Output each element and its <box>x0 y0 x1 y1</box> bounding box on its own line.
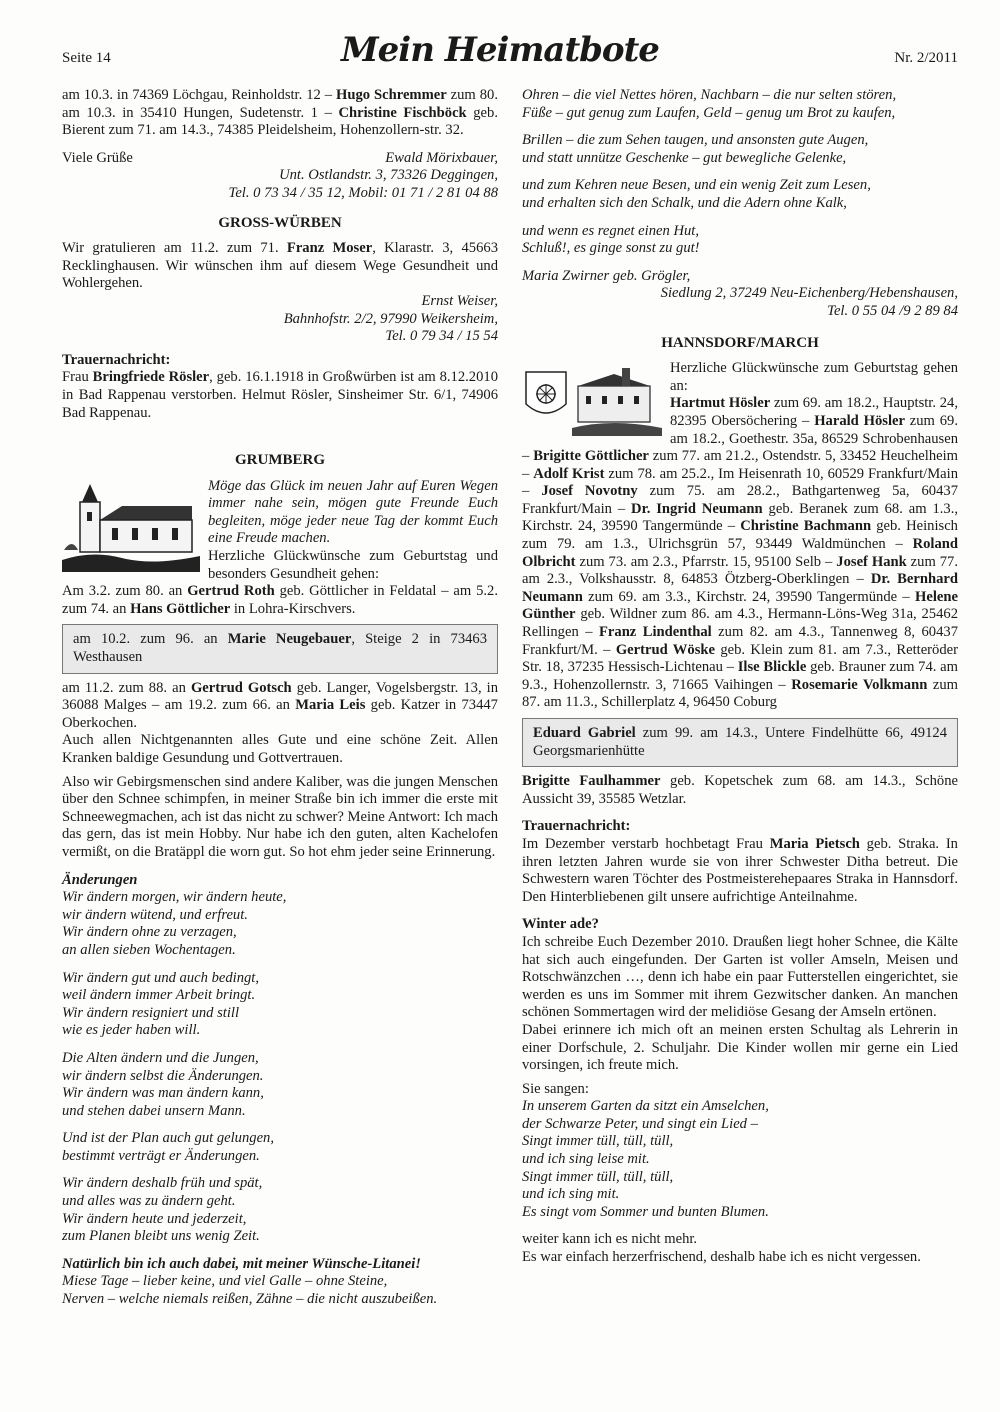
sender-address: Bahnhofstr. 2/2, 97990 Weikersheim, <box>283 310 498 327</box>
song-line: und ich sing leise mit. <box>522 1151 650 1168</box>
mourning-paragraph <box>522 836 958 906</box>
name: Franz Lindenthal <box>599 624 712 641</box>
name: Brigitte Göttlicher <box>533 448 649 465</box>
name: Ilse Blickle <box>737 659 807 676</box>
faulhammer-paragraph <box>522 773 958 808</box>
text: zum 75. am 28.2., Bathgartenweg 5a, 60437 Frankfurt/Main – <box>522 483 958 517</box>
poem-line: Ohren – die viel Nettes hören, Nachbarn – die nur selten stören, <box>522 87 897 103</box>
name: Bringfriede Rösler <box>92 369 210 386</box>
text: Im Dezember verstarb hochbetagt Frau <box>522 835 770 852</box>
name: Dr. Bernhard Neumann <box>522 571 958 605</box>
text: geb. Heinisch zum 79. am 1.3., Ulrichsgrün 57, 93449 Waldmünchen – <box>522 518 958 553</box>
name: Christine Fischböck <box>338 104 467 121</box>
sender-name: Ewald Mörixbauer, <box>385 149 498 166</box>
poem-line: Wir ändern gut und auch bedingt, <box>62 969 260 986</box>
poem-line: und stehen dabei unsern Mann. <box>62 1102 246 1119</box>
name: Harald Hösler <box>814 412 905 429</box>
mourning-paragraph <box>62 369 498 422</box>
highlight-box-right <box>522 718 958 767</box>
text: zum 77. am 2.3., Volkshausstr. 8, 64853 Ötzberg-Oberklingen – <box>522 553 958 588</box>
poem-line: wir ändern wütend, und erfreut. <box>62 906 248 923</box>
poem-line: und zum Kehren neue Besen, und ein wenig Zeit zum Lesen, <box>522 177 871 194</box>
winter-paragraph-2: Dabei erinnere ich mich oft an meinen ersten Schultag als Lehrerin in einer Dorfschule, 2. Schuljahr. Die Kinder wollen mir gerne ein Lied vorsingen, ich freute mich. <box>522 1021 958 1074</box>
mourning-label: Trauernachricht: <box>522 818 631 835</box>
song-lyrics <box>522 1098 958 1221</box>
hannsdorf-intro: Herzliche Glückwünsche zum Geburtstag gehen an: <box>670 360 958 394</box>
poem-line: und alles was zu ändern geht. <box>62 1193 236 1210</box>
text: geb. Klein zum 81. am 7.3., Retteröder Str. 18, 37235 Hessisch-Lichtenau – <box>522 641 958 676</box>
poem-line: Füße – gut genug zum Laufen, Geld – genug um Brot zu kaufen, <box>522 104 896 121</box>
text: , Steige 2 in 73463 Westhausen <box>73 631 488 666</box>
sender-phone: Tel. 0 55 04 /9 2 89 84 <box>827 302 958 319</box>
poem-line: Die Alten ändern und die Jungen, <box>62 1049 259 1066</box>
name: Rosemarie Volkmann <box>791 676 928 693</box>
name: Roland Olbricht <box>522 536 958 570</box>
poem-line: wie es jeder haben will. <box>62 1022 201 1039</box>
poem-line: wir ändern selbst die Änderungen. <box>62 1067 264 1084</box>
text: am 11.2. zum 88. an <box>62 679 191 696</box>
poem-stanza <box>62 1130 498 1165</box>
town-illustration <box>522 364 662 436</box>
song-line: Singt immer tüll, tüll, tüll, <box>522 1133 674 1150</box>
text: geb. Beranek zum 68. am 1.3., Kirchstr. 24, 39590 Tangermünde – <box>522 500 958 535</box>
song-label: Sie sangen: <box>522 1080 589 1097</box>
name: Maria Pietsch <box>769 835 860 852</box>
section-heading-grumberg: GRUMBERG <box>235 452 325 469</box>
poem-stanza <box>62 970 498 1040</box>
after-box-paragraph <box>62 680 498 733</box>
name: Gertrud Roth <box>187 583 275 600</box>
mourning-label: Trauernachricht: <box>62 351 171 368</box>
poem-stanza <box>522 177 958 212</box>
text: am 10.2. zum 96. an <box>73 631 228 648</box>
poem-line: Nerven – welche niemals reißen, Zähne – die nicht auszubeißen. <box>62 1291 438 1308</box>
text: zum 82. am 4.3., Tannenweg 8, 60437 Frankfurt/M. – <box>522 624 958 658</box>
text: , geb. 16.1.1918 in Großwürben ist am 8.12.2010 in Bad Rappenau verstorben. Helmut Rösler, Sinsheimer Str. 6/1, 74906 Bad Rappenau. <box>62 369 498 421</box>
song-line: und ich sing mit. <box>522 1186 620 1203</box>
winter-paragraph: Ich schreibe Euch Dezember 2010. Draußen liegt hoher Schnee, die Kälte hat sich auch eingefunden. Der Garten ist voller Amseln, Meisen und Rotschwänzchen …, denn ich habe ein paar Futterstellen eingerichtet, sie werden es uns im Sommer mit ihrem Gezwitscher danken. An manchen schönen Sommertagen wird der melidiöse Gesang der Amseln ertönen. <box>522 933 958 1021</box>
poem-stanza <box>522 223 958 258</box>
text: Frau <box>62 369 93 386</box>
story-paragraph: Also wir Gebirgsmenschen sind andere Kaliber, was die jungen Menschen über den Schnee schimpfen, in meiner Straße bin ich immer die erste mit Schneewegmachen, ach ist das nicht zu schwer? Meine Antwort: Ich mach das gern, das ist mein Hobby. Nur habe ich den guten, alten Kachelofen vermißt, on die Bratäppl die worn gut. So hot ehm jeder seine Erinnerung. <box>62 773 498 860</box>
text: zum 69. am 18.2., Hauptstr. 24, 82395 Obersöchering – <box>670 395 958 429</box>
text: zum 78. am 25.2., Im Heisenrath 10, 60529 Frankfurt/Main – <box>522 465 958 500</box>
grumberg-paragraph <box>62 583 498 618</box>
highlight-box <box>62 624 498 673</box>
page-number: Seite 14 <box>62 50 111 66</box>
masthead-title: Mein Heimatbote <box>341 30 659 70</box>
poem-line: Wir ändern heute und jederzeit, <box>62 1210 247 1227</box>
text: , Klarastr. 3, 45663 Recklinghausen. Wir wünschen ihm auf diesem Wege Gesundheit und Wohlergehen. <box>62 240 498 292</box>
text: Wir gratulieren am 11.2. zum 71. <box>62 240 287 257</box>
song-line: Singt immer tüll, tüll, tüll, <box>522 1168 674 1185</box>
intro-paragraph <box>62 87 498 140</box>
poem-line: an allen sieben Wochentagen. <box>62 941 236 958</box>
text: geb. Straka. In ihren letzten Jahren wurde sie von ihrer Schwester Ditha betreut. Die Schwestern waren Töchter des Postmeisterehepaares Straka in Hannsdorf. Den Hinterbliebenen gilt unsere aufrichtige Anteilnahme. <box>522 835 958 905</box>
text: geb. Bierent zum 71. am 14.3., 74385 Pleidelsheim, Hohenzollern-str. 32. <box>62 104 498 139</box>
name: Dr. Ingrid Neumann <box>631 500 763 517</box>
poem-line: Wir ändern was man ändern kann, <box>62 1085 264 1102</box>
name: Franz Moser <box>286 240 373 257</box>
litany-continued <box>522 87 958 258</box>
winter-title: Winter ade? <box>522 916 599 933</box>
poem-line: weil ändern immer Arbeit bringt. <box>62 987 256 1004</box>
section-heading-hannsdorf: HANNSDORF/MARCH <box>661 334 819 351</box>
sender-name: Ernst Weiser, <box>421 292 498 309</box>
song-line: Es singt vom Sommer und bunten Blumen. <box>522 1203 769 1220</box>
text: am 10.3. in 74369 Löchgau, Reinholdstr. 12 – <box>62 87 333 103</box>
wishes-paragraph: Auch allen Nichtgenannten alles Gute und eine schöne Zeit. Allen Kranken baldige Gesundung und Gottvertrauen. <box>62 732 498 766</box>
sender-address: Unt. Ostlandstr. 3, 73326 Deggingen, <box>279 167 498 184</box>
sender-address: Siedlung 2, 37249 Neu-Eichenberg/Hebenshausen, <box>660 285 958 302</box>
greeting: Viele Grüße <box>62 149 133 166</box>
name: Hans Göttlicher <box>130 600 231 617</box>
gross-paragraph <box>62 240 498 293</box>
congrats-text: Herzliche Glückwünsche zum Geburtstag und besonders Gesundheit gehen: <box>208 548 498 582</box>
song-line: der Schwarze Peter, und singt ein Lied – <box>522 1115 758 1132</box>
name: Josef Novotny <box>541 483 638 500</box>
text: zum 77. am 21.2., Ostendstr. 5, 33452 Heuchelheim – <box>522 448 959 482</box>
text: zum 69. am 18.2., Goethestr. 35a, 86529 Schrobenhausen – <box>522 412 958 465</box>
text: zum 80. am 10.3. in 35410 Hungen, Sudetenstr. 1 – <box>62 87 498 121</box>
poem-line: Miese Tage – lieber keine, und viel Galle – ohne Steine, <box>62 1273 388 1290</box>
wish-text: Möge das Glück im neuen Jahr auf Euren Wegen immer nahe sein, mögen gute Freunde Euch begleiten, möge jeder neue Tag der kommt Euch eine Freude machen. <box>208 477 498 547</box>
name: Josef Hank <box>836 553 907 570</box>
poem-stanza <box>62 1175 498 1245</box>
name: Marie Neugebauer <box>227 631 352 648</box>
text: geb. Kopetschek zum 68. am 14.3., Schöne Aussicht 39, 35585 Wetzlar. <box>522 773 958 807</box>
poem-line: Und ist der Plan auch gut gelungen, <box>62 1130 274 1147</box>
song-line: In unserem Garten da sitzt ein Amselchen, <box>522 1098 769 1115</box>
poem-line: Wir ändern ohne zu verzagen, <box>62 924 237 941</box>
text: geb. Langer, Vogelsbergstr. 13, in 36088 Malges – am 19.2. zum 66. an <box>62 679 499 714</box>
right-column <box>522 87 958 1267</box>
text: geb. Göttlicher in Feldatal – am 5.2. zum 74. an <box>62 583 498 617</box>
name: Maria Leis <box>295 697 366 714</box>
poem-line: bestimmt verträgt er Änderungen. <box>62 1147 260 1164</box>
poem-line: Schluß!, es ginge sonst zu gut! <box>522 240 700 257</box>
poem-stanza <box>522 87 958 122</box>
poem-stanza <box>62 889 498 959</box>
poem-line: und statt unnütze Geschenke – gut bewegliche Gelenke, <box>522 149 847 166</box>
name: Gertrud Gotsch <box>190 679 292 696</box>
ending-line: weiter kann ich es nicht mehr. <box>522 1231 698 1248</box>
text: in Lohra-Kirschvers. <box>230 600 356 617</box>
text: Am 3.2. zum 80. an <box>62 583 188 600</box>
litany-start <box>62 1273 498 1308</box>
sender-phone: Tel. 0 79 34 / 15 54 <box>385 328 498 345</box>
sender-phone: Tel. 0 73 34 / 35 12, Mobil: 01 71 / 2 81 04 88 <box>228 184 498 201</box>
text: zum 73. am 2.3., Pfarrstr. 15, 95100 Selb – <box>575 553 837 570</box>
text: zum 69. am 3.3., Kirchstr. 24, 39590 Tangermünde – <box>582 588 916 605</box>
birthday-list <box>522 395 958 712</box>
poem-stanza <box>62 1050 498 1120</box>
poem-line: und wenn es regnet einen Hut, <box>522 222 699 239</box>
name: Adolf Krist <box>533 465 605 482</box>
name: Hugo Schremmer <box>336 87 447 103</box>
poem-line: Wir ändern deshalb früh und spät, <box>62 1175 263 1192</box>
left-column <box>62 87 498 1309</box>
text: geb. Wildner zum 86. am 4.3., Hermann-Löns-Weg 31a, 25462 Rellingen – <box>522 606 958 641</box>
text: geb. Katzer in 73447 Oberkochen. <box>62 697 498 731</box>
poem-line: Brillen – die zum Sehen taugen, und ansonsten gute Augen, <box>522 132 869 149</box>
text: zum 99. am 14.3., Untere Findelhütte 66, 49124 Georgsmarienhütte <box>533 725 947 759</box>
poem-line: zum Planen bleibt uns wenig Zeit. <box>62 1228 260 1245</box>
poem-stanza <box>522 132 958 167</box>
litany-title: Natürlich bin ich auch dabei, mit meiner Wünsche-Litanei! <box>62 1255 421 1272</box>
sender-name: Maria Zwirner geb. Grögler, <box>522 267 691 284</box>
text: geb. Brauner zum 74. am 9.3., Hohenzollernstr. 3, 71665 Vaihingen – <box>522 659 958 693</box>
section-heading-gross-wuerben: GROSS-WÜRBEN <box>218 214 342 231</box>
greeting-row <box>62 150 498 168</box>
poem-aenderungen <box>62 889 498 1246</box>
name: Gertrud Wöske <box>615 641 715 658</box>
poem-line: Wir ändern morgen, wir ändern heute, <box>62 889 287 906</box>
grumberg-block <box>62 478 498 619</box>
name: Helene Günther <box>522 588 958 623</box>
church-illustration <box>62 480 200 572</box>
poem-line: und erhalten sich den Schalk, und die Adern ohne Kalk, <box>522 194 847 211</box>
name: Brigitte Faulhammer <box>522 773 661 790</box>
issue-number: Nr. 2/2011 <box>894 50 958 66</box>
poem-line: Wir ändern resigniert und still <box>62 1004 240 1021</box>
name: Hartmut Hösler <box>670 395 771 412</box>
name: Christine Bachmann <box>740 518 872 535</box>
text: zum 87. am 11.3., Schillerplatz 4, 96450 Coburg <box>522 676 959 711</box>
ending-paragraph: Es war einfach herzerfrischend, deshalb habe ich es nicht vergessen. <box>522 1249 921 1266</box>
poem-title: Änderungen <box>62 871 138 888</box>
name: Eduard Gabriel <box>533 725 636 741</box>
